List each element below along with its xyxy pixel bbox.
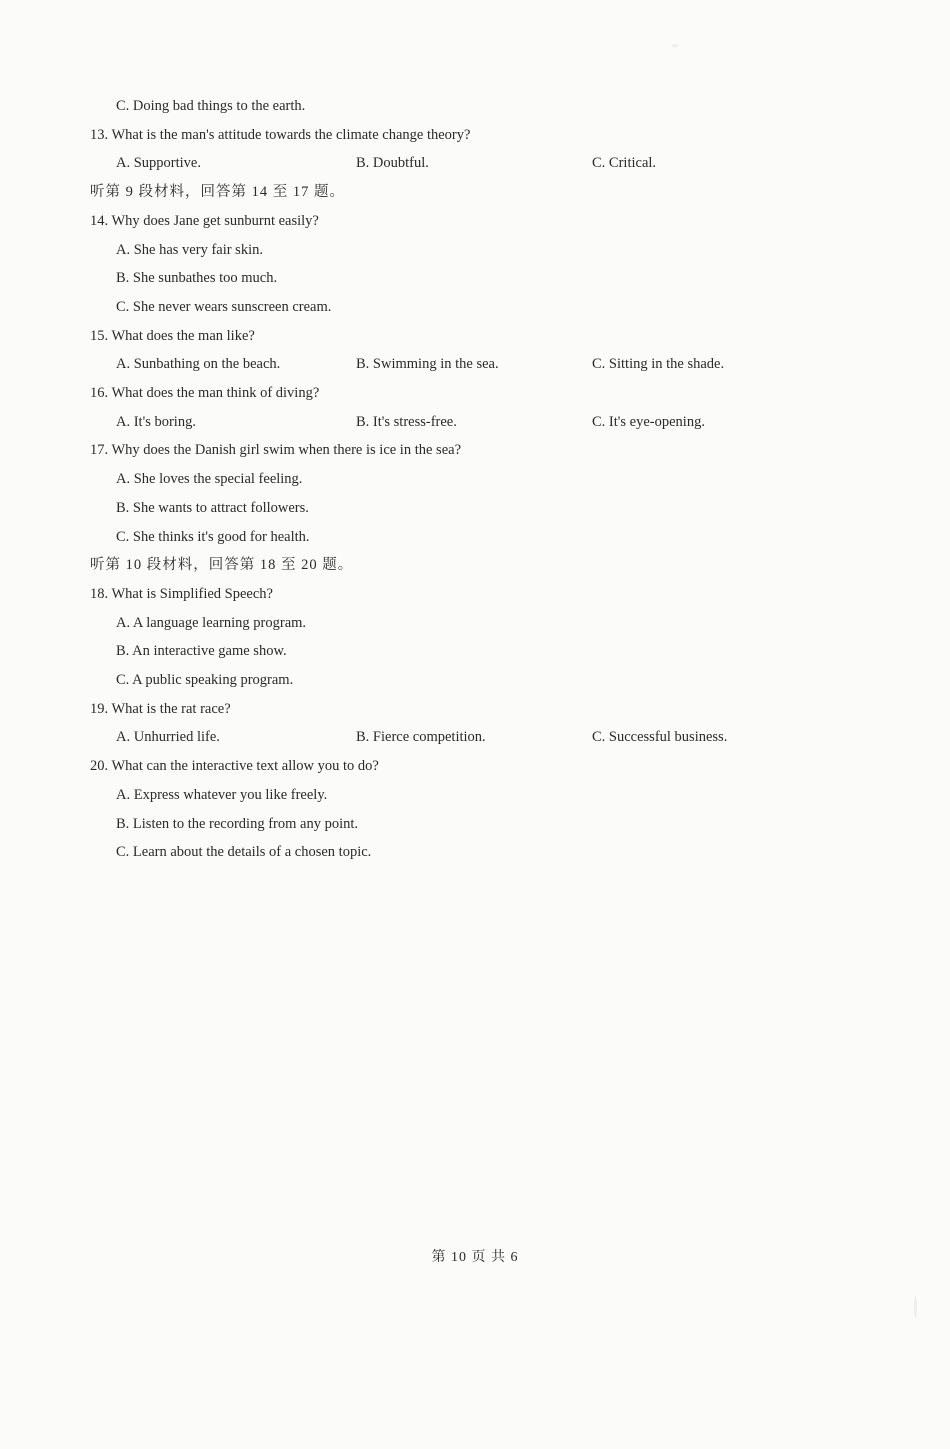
option-b: B. Fierce competition. [356,729,486,746]
page-footer: 第 10 页 共 6 [431,1250,519,1265]
option-line: C. A public speaking program. [116,672,294,688]
option-line: C. Learn about the details of a chosen topic. [116,844,372,861]
option-a: A. Unhurried life. [116,729,220,746]
question-stem: 17. Why does the Danish girl swim when there is ice in the sea? [90,442,462,459]
option-line: A. She has very fair skin. [116,241,263,258]
option-a: A. Supportive. [116,155,201,172]
section-instruction: 听第 9 段材料，回答第 14 至 17 题。 [90,184,345,201]
option-row [0,350,950,378]
option-line: C. Doing bad things to the earth. [116,98,306,114]
option-a: A. It's boring. [116,413,196,430]
option-line: B. She wants to attract followers. [116,499,309,516]
question-stem: 14. Why does Jane get sunburnt easily? [90,212,319,229]
option-line: B. An interactive game show. [116,643,287,660]
section-instruction: 听第 10 段材料，回答第 18 至 20 题。 [90,557,354,574]
option-line: A. She loves the special feeling. [116,471,303,488]
option-b: B. Doubtful. [356,155,429,172]
option-row [0,149,950,177]
question-stem: 16. What does the man think of diving? [90,385,320,401]
scan-smudge [914,1296,917,1318]
option-line: A. A language learning program. [116,614,307,631]
question-stem: 20. What can the interactive text allow you to do? [90,758,379,775]
option-c: C. It's eye-opening. [592,413,705,430]
scan-smudge [672,44,678,47]
option-line: B. She sunbathes too much. [116,270,278,287]
option-a: A. Sunbathing on the beach. [116,356,281,373]
question-stem: 19. What is the rat race? [90,700,231,717]
option-line: C. She never wears sunscreen cream. [116,298,332,315]
option-b: B. It's stress-free. [356,413,457,430]
question-stem: 13. What is the man's attitude towards the climate change theory? [90,126,471,143]
option-c: C. Sitting in the shade. [592,356,725,373]
option-row [0,408,950,436]
option-row [0,723,950,751]
question-stem: 18. What is Simplified Speech? [90,585,273,602]
question-stem: 15. What does the man like? [90,327,255,344]
option-c: C. Successful business. [592,729,728,746]
option-line: C. She thinks it's good for health. [116,528,310,545]
option-b: B. Swimming in the sea. [356,356,499,373]
option-line: A. Express whatever you like freely. [116,786,328,803]
option-line: B. Listen to the recording from any point. [116,815,359,832]
option-c: C. Critical. [592,155,657,172]
